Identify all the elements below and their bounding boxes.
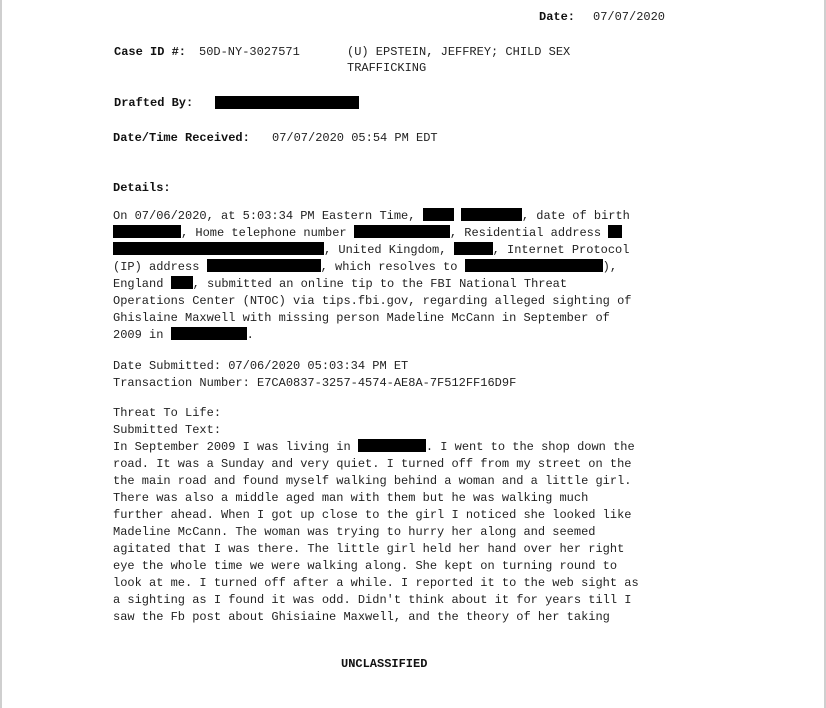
redaction [171,276,193,289]
submitted-text-line: the main road and found myself walking behind a woman and a little girl. [113,474,632,488]
redaction [113,225,181,238]
redaction [171,327,247,340]
redaction [465,259,603,272]
case-id-value: 50D-NY-3027571 [199,45,300,59]
submitted-text-line: further ahead. When I got up close to the girl I noticed she looked like [113,508,632,522]
date-submitted: Date Submitted: 07/06/2020 05:03:34 PM ET [113,359,409,373]
redaction [113,242,324,255]
submitted-text-line-1: In September 2009 I was living in . I went to the shop down the [113,440,635,454]
details-line-1: On 07/06/2020, at 5:03:34 PM Eastern Time, , date of birth [113,209,630,223]
details-line-2: , Home telephone number , Residential address [113,225,622,242]
drafted-by-label: Drafted By: [114,96,194,110]
date-label: Date: [539,10,576,24]
redaction [354,225,450,238]
submitted-text-line: There was also a middle aged man with them but he was walking much [113,491,589,505]
details-line-8: 2009 in . [113,328,254,342]
submitted-text-line: agitated that I was there. The little girl held her hand over her right [113,542,625,556]
classification-footer: UNCLASSIFIED [341,657,428,671]
case-id-label: Case ID #: [114,45,187,59]
details-line-7: Ghislaine Maxwell with missing person Madeline McCann in September of [113,311,610,325]
threat-to-life: Threat To Life: [113,406,222,420]
submitted-text-line: road. It was a Sunday and very quiet. I turned off from my street on the [113,457,632,471]
case-title-line1: (U) EPSTEIN, JEFFREY; CHILD SEX [347,45,571,59]
submitted-text-line: saw the Fb post about Ghisiaine Maxwell, and the theory of her taking [113,610,610,624]
details-line-4: (IP) address , which resolves to ), [113,260,618,274]
received-label: Date/Time Received: [113,131,250,145]
submitted-text-label: Submitted Text: [113,423,222,437]
submitted-text-line: eye the whole time we were walking along. She kept on turning round to [113,559,618,573]
details-line-3: , United Kingdom, , Internet Protocol [113,242,629,259]
transaction-number: Transaction Number: E7CA0837-3257-4574-AE8A-7F512FF16D9F [113,376,517,390]
submitted-text-line: a sighting as I found it was odd. Didn't think about it for years till I [113,593,632,607]
details-label: Details: [113,181,171,195]
redaction [207,259,321,272]
redaction [608,225,622,238]
case-title-line2: TRAFFICKING [347,61,427,75]
page-edge-left [0,0,2,708]
details-line-6: Operations Center (NTOC) via tips.fbi.gov, regarding alleged sighting of [113,294,632,308]
drafted-by-redaction [215,96,359,111]
redaction [358,439,426,452]
details-line-5: England , submitted an online tip to the FBI National Threat [113,277,568,291]
redaction [423,208,454,221]
received-value: 07/07/2020 05:54 PM EDT [272,131,438,145]
redaction [454,242,493,255]
submitted-text-line: Madeline McCann. The woman was trying to hurry her along and seemed [113,525,596,539]
redaction [461,208,522,221]
date-value: 07/07/2020 [593,10,666,24]
submitted-text-line: look at me. I turned off after a while. I reported it to the web sight as [113,576,639,590]
